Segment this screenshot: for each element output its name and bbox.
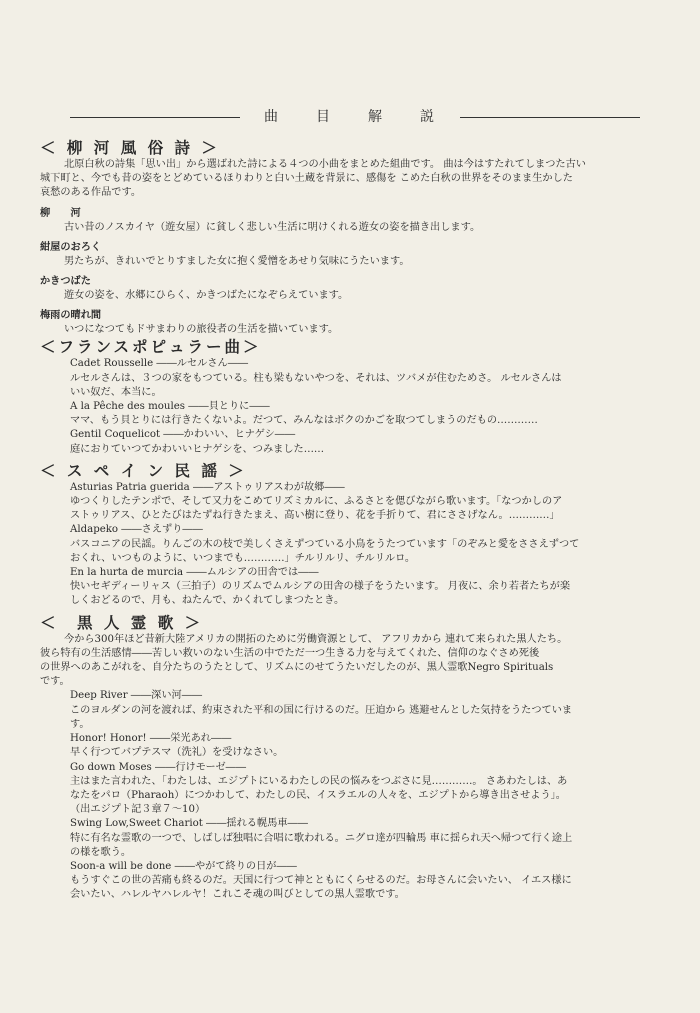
item-title: Swing Low,Sweet Chariot ――揺れる幌馬車――	[70, 818, 308, 830]
item-title: Asturias Patria guerida ――アストゥリアスわが故郷――	[70, 481, 345, 493]
item-text: しくおどるので、月も、ねたんで、かくれてしまつたとき。	[70, 595, 345, 607]
item-text: 主はまた言われた、「わたしは、エジプトにいるわたしの民の悩みをつぶさに見…………。 さあわたしは、あ	[70, 775, 568, 787]
header-rule-right	[460, 117, 640, 118]
item-text: このヨルダンの河を渡れば、約束された平和の国に行けるのだ。圧迫から 逃避せんとした気持をうたつていま	[70, 704, 573, 716]
item-text: 庭におりていつてかわいいヒナゲシを、つみました……	[70, 443, 325, 455]
item-text: 会いたい、ハレルヤハレルヤ！これこそ魂の叫びとしての黒人霊歌です。	[70, 889, 405, 901]
item-text: す。	[70, 718, 90, 730]
section-heading-spirituals: ＜ 黒 人 霊 歌 ＞	[40, 612, 204, 632]
intro-line: の世界へのあこがれを、自分たちのうたとして、リズムにのせてうたいだしたのが、黒人霊歌Negro Spirituals	[40, 662, 554, 674]
item-text: いつになつてもドサまわりの旅役者の生活を描いています。	[64, 324, 339, 336]
section-heading-spanish: ＜ ス ペ イ ン 民 謡 ＞	[40, 460, 247, 480]
item-title: Aldapeko ――さえずり――	[70, 524, 203, 536]
item-text: 古い昔のノスカイヤ（遊女屋）に貧しく悲しい生活に明けくれる遊女の姿を描き出します。	[64, 221, 481, 233]
item-title: En la hurta de murcia ――ムルシアの田舎では――	[70, 567, 319, 579]
content	[40, 138, 660, 903]
item-title: Deep River ――深い河――	[70, 690, 203, 702]
intro-line: です。	[40, 676, 70, 688]
intro-line: 北原白秋の詩集「思い出」から選ばれた詩による４つの小曲をまとめた組曲です。 曲は今はすたれてしまつた古い	[64, 159, 586, 170]
item-text: いい奴だ、本当に。	[70, 386, 162, 398]
item-title: Cadet Rousselle ――ルセルさん――	[70, 358, 249, 370]
item-title: Gentil Coquelicot ――かわいい、ヒナゲシ――	[70, 429, 296, 441]
item-title: Go down Moses ――行けモーゼ――	[70, 761, 247, 773]
item-text: バスコニアの民謡。りんごの木の枝で美しくさえずつている小鳥をうたつています「のぞみと愛をささえずつて	[70, 538, 580, 550]
intro-line: 城下町と、今でも昔の姿をとどめているほりわりと白い土蔵を背景に、感傷を こめた白秋の世界をそのまま生かした	[40, 173, 573, 185]
item-text: もうすぐこの世の苦痛も終るのだ。天国に行つて神とともにくらせるのだ。お母さんに会いたい、 イエス様に	[70, 875, 572, 887]
item-title: A la Pêche des moules ――貝とりに――	[70, 401, 270, 413]
item-text: 早く行つてバプテスマ（洗礼）を受けなさい。	[70, 747, 284, 759]
section-heading-yanagawa: ＜ 柳 河 風 俗 詩 ＞	[40, 138, 220, 157]
intro-line: 哀愁のある作品です。	[40, 187, 142, 199]
page-header	[70, 106, 640, 128]
section-heading-french: ＜フランスポピュラー曲＞	[40, 337, 262, 357]
item-title: Soon-a will be done ――やがて終りの日が――	[70, 860, 297, 872]
item-text: の様を歌う。	[70, 846, 132, 858]
intro-line: 今から300年ほど昔新大陸アメリカの開拓のために労働資源として、 アフリカから 連れて来られた黒人たち。	[64, 633, 568, 645]
item-text: ゆつくりしたテンポで、そして又力をこめてリズミカルに、ふるさとを偲びながら歌います。「なつかしのア	[70, 496, 563, 508]
item-text: （出エジプト記３章７～10）	[70, 804, 206, 816]
item-title: かきつばた	[40, 275, 91, 288]
item-text: ルセルさんは、３つの家をもつている。柱も梁もないやつを、それは、ツバメが住むためさ。 ルセルさんは	[70, 372, 562, 384]
item-text: 快いセギディーリャス（三拍子）のリズムでムルシアの田舎の様子をうたいます。 月夜に、余り若者たちが楽	[70, 581, 571, 593]
item-title: Honor! Honor! ――栄光あれ――	[70, 733, 232, 745]
item-title: 梅雨の晴れ間	[40, 309, 102, 322]
item-text: 特に有名な霊歌の一つで、しばしば独唱に合唱に歌われる。ニグロ達が四輪馬 車に揺られ天へ帰つて行く途上	[70, 832, 573, 844]
item-text: 男たちが、きれいでとりすました女に抱く愛憎をあせり気味にうたいます。	[64, 255, 410, 267]
item-text: ストゥリアス、ひとたびはたずね行きたまえ、高い樹に登り、花を手折りて、君にささげなん。…………」	[70, 510, 560, 522]
intro-line: 彼ら特有の生活感情――苦しい救いのない生活の中でただ一つ生きる力を与えてくれた、信仰のなぐさめ死後	[40, 647, 540, 659]
item-text: 遊女の姿を、水郷にひらく、かきつばたになぞらえています。	[64, 290, 349, 302]
item-title: 柳 河	[40, 206, 81, 219]
item-title: 紺屋のおろく	[40, 240, 102, 253]
item-text: なたをパロ（Pharaoh）につかわして、わたしの民、イスラエルの人々を、エジプトから導き出させよう」。	[70, 789, 566, 801]
item-text: ママ、もう貝とりには行きたくないよ。だつて、みんなはボクのかごを取つてしまうのだもの…………	[70, 415, 538, 427]
item-text: おくれ、いつものように、いつまでも…………」チルリルリ、チルリルロ。	[70, 552, 416, 564]
page-title: 曲 目 解 説	[264, 109, 446, 125]
